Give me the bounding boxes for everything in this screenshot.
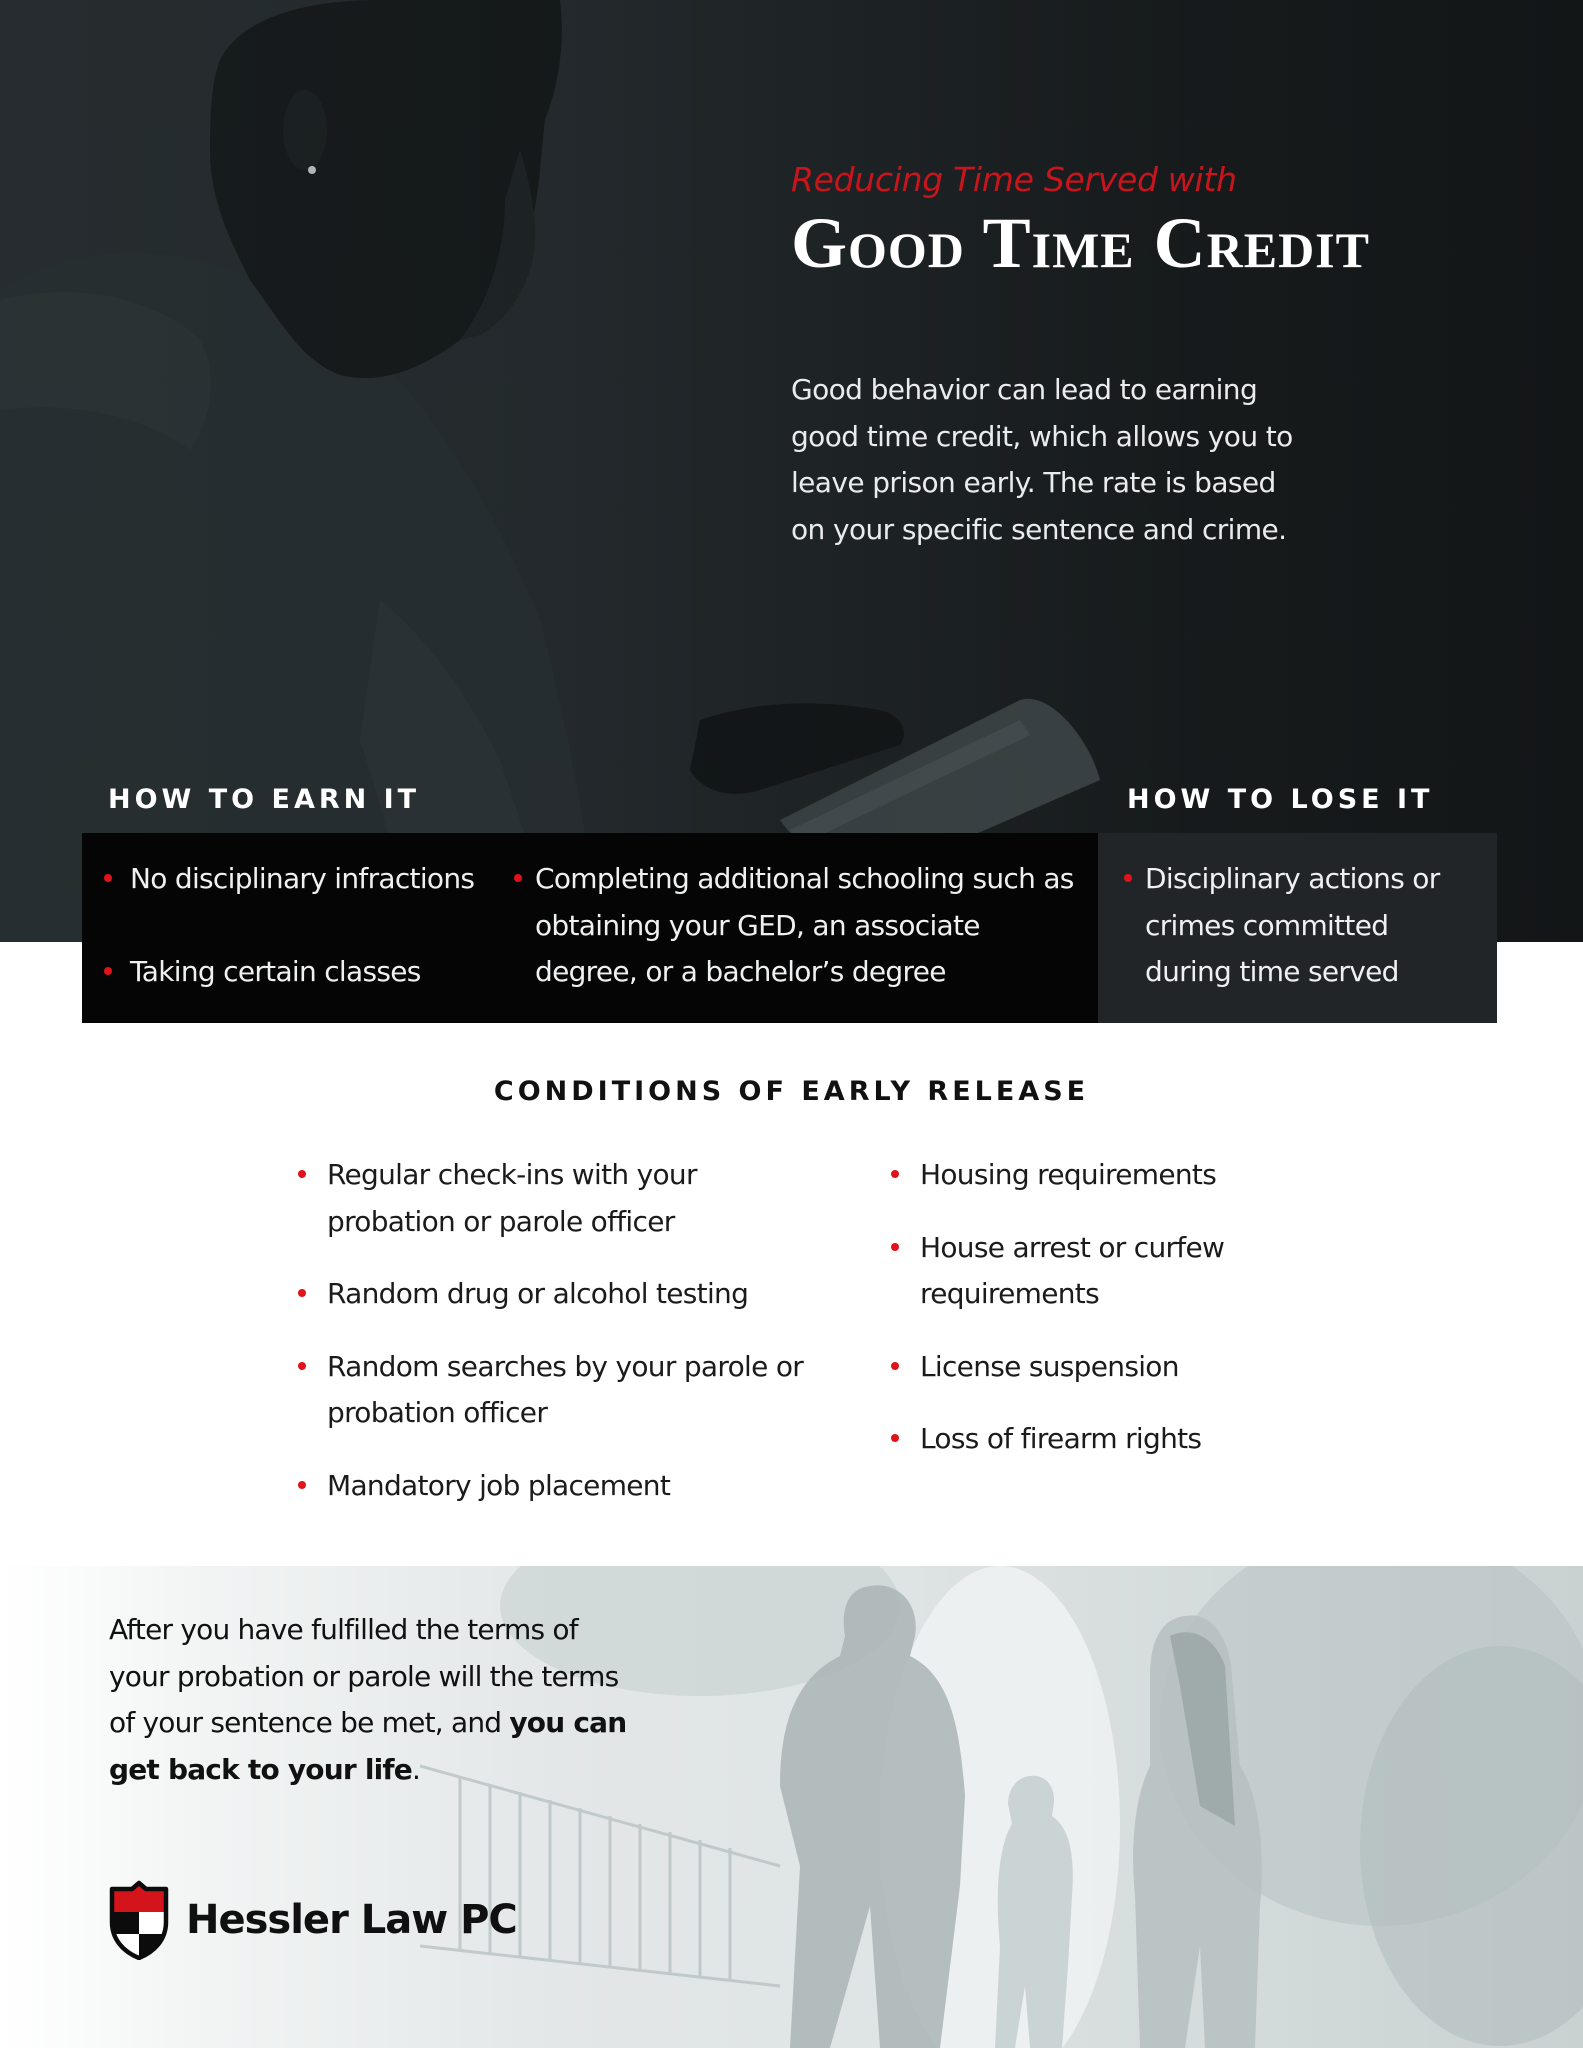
earn-item: Taking certain classes [104, 949, 474, 996]
brand-name: Hessler Law PC [186, 1897, 517, 1943]
hero-section [0, 0, 1583, 942]
earn-panel [82, 833, 1098, 1023]
condition-item: House arrest or curfew requirements [891, 1225, 1331, 1318]
conditions-heading: CONDITIONS OF EARLY RELEASE [493, 1076, 1090, 1107]
closing-paragraph [109, 1607, 629, 1793]
condition-item: Random drug or alcohol testing [298, 1271, 818, 1318]
lose-item: Disciplinary actions or crimes committed during time served [1124, 856, 1464, 996]
closing-end: . [412, 1752, 421, 1786]
brand-logo[interactable] [108, 1880, 517, 1960]
conditions-list-right [891, 1152, 1331, 1463]
condition-item: Regular check-ins with your probation or parole officer [298, 1152, 818, 1245]
condition-item: Mandatory job placement [298, 1463, 818, 1510]
lose-panel [1098, 833, 1497, 1023]
closing-emphasis: you can get back to your life [109, 1706, 627, 1786]
shield-icon [108, 1880, 170, 1960]
conditions-list-left [298, 1152, 818, 1509]
hero-subtitle: Reducing Time Served with [791, 160, 1237, 199]
page-title: Good Time Credit [791, 203, 1370, 283]
condition-item: Random searches by your parole or probation officer [298, 1344, 818, 1437]
earn-item: Completing additional schooling such as obtaining your GED, an associate degree, or a bachelor’s degree [514, 856, 1074, 996]
hero-intro-text: Good behavior can lead to earning good time credit, which allows you to leave prison early. The rate is based on your specific sentence and crime. [791, 373, 1293, 546]
condition-item: Housing requirements [891, 1152, 1331, 1199]
earn-list-col1 [104, 856, 474, 996]
earn-list-col2 [514, 856, 1074, 996]
earn-heading: HOW TO EARN IT [108, 784, 421, 815]
condition-item: Loss of firearm rights [891, 1416, 1331, 1463]
earn-item: No disciplinary infractions [104, 856, 474, 903]
lose-heading: HOW TO LOSE IT [1127, 784, 1434, 815]
condition-item: License suspension [891, 1344, 1331, 1391]
closing-text: After you have fulfilled the terms of your probation or parole will the terms of your sentence be met, and [109, 1613, 619, 1739]
lose-list [1124, 856, 1464, 996]
